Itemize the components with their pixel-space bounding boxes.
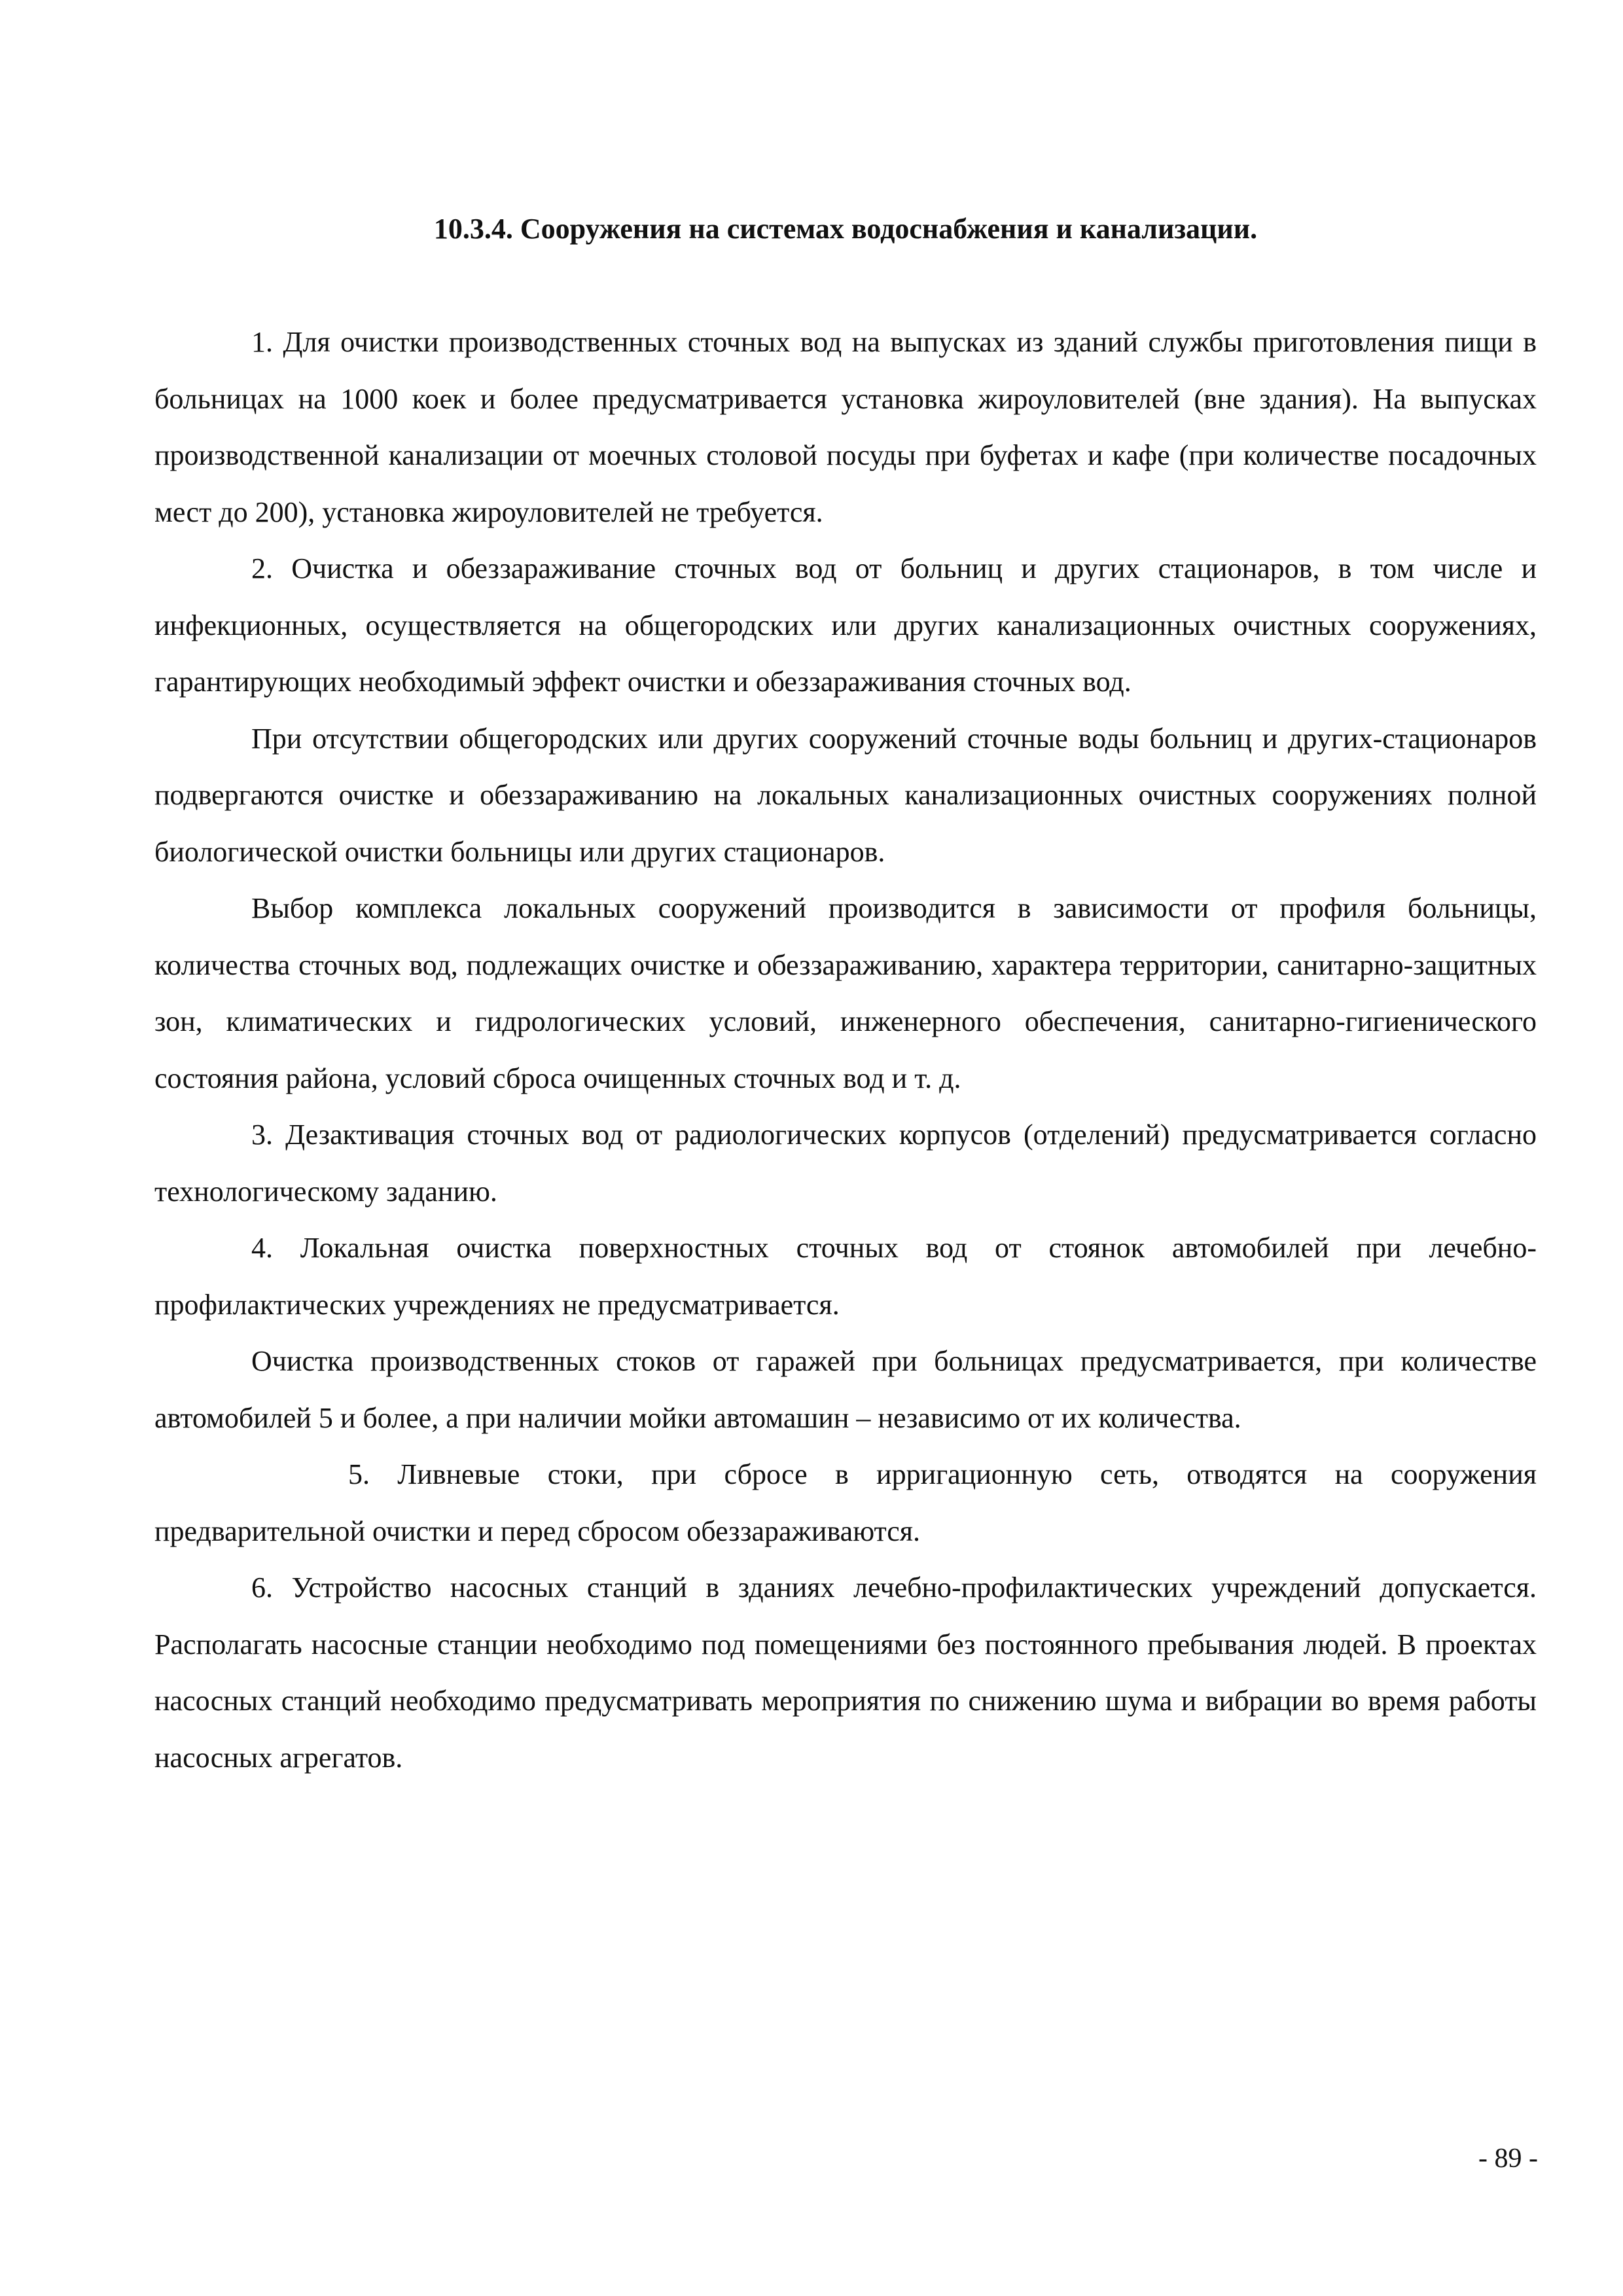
paragraph-8: 5. Ливневые стоки, при сбросе в ирригационную сеть, отводятся на сооружения предварительной очистки и перед сбросом обеззараживаются. (154, 1458, 1537, 1547)
paragraph-9: 6. Устройство насосных станций в зданиях лечебно-профилактических учреждений допускается. Располагать насосные станции необходимо под помещениями без постоянного пребывания людей. В проектах насосных станций необходимо предусматривать мероприятия по снижению шума и вибрации во время работы насосных агрегатов. (154, 1571, 1537, 1774)
document-body (154, 314, 1537, 1786)
page-number: - 89 - (1478, 2144, 1538, 2174)
paragraph-5: 3. Дезактивация сточных вод от радиологических корпусов (отделений) предусматривается согласно технологическому заданию. (154, 1119, 1537, 1208)
paragraph-4: Выбор комплекса локальных сооружений производится в зависимости от профиля больницы, количества сточных вод, подлежащих очистке и обеззараживанию, характера территории, санитарно-защитных зон, климатических и гидрологических условий, инженерного обеспечения, санитарно-гигиенического состояния района, условий сброса очищенных сточных вод и т. д. (154, 892, 1537, 1094)
paragraph-7: Очистка производственных стоков от гаражей при больницах предусматривается, при количестве автомобилей 5 и более, а при наличии мойки автомашин – независимо от их количества. (154, 1345, 1537, 1434)
paragraph-3: При отсутствии общегородских или других сооружений сточные воды больниц и других-стационаров подвергаются очистке и обеззараживанию на локальных канализационных очистных сооружениях полной биологической очистки больницы или других стационаров. (154, 722, 1537, 868)
paragraph-1: 1. Для очистки производственных сточных вод на выпусках из зданий службы приготовления пищи в больницах на 1000 коек и более предусматривается установка жироуловителей (вне здания). На выпусках производственной канализации от моечных столовой посуды при буфетах и кафе (при количестве посадочных мест до 200), установка жироуловителей не требуется. (154, 326, 1537, 528)
section-heading: 10.3.4. Сооружения на системах водоснабжения и канализации. (433, 213, 1258, 245)
paragraph-6: 4. Локальная очистка поверхностных сточных вод от стоянок автомобилей при лечебно-профилактических учреждениях не предусматривается. (154, 1232, 1537, 1321)
paragraph-2: 2. Очистка и обеззараживание сточных вод от больниц и других стационаров, в том числе и инфекционных, осуществляется на общегородских или других канализационных очистных сооружениях, гарантирующих необходимый эффект очистки и обеззараживания сточных вод. (154, 552, 1537, 698)
